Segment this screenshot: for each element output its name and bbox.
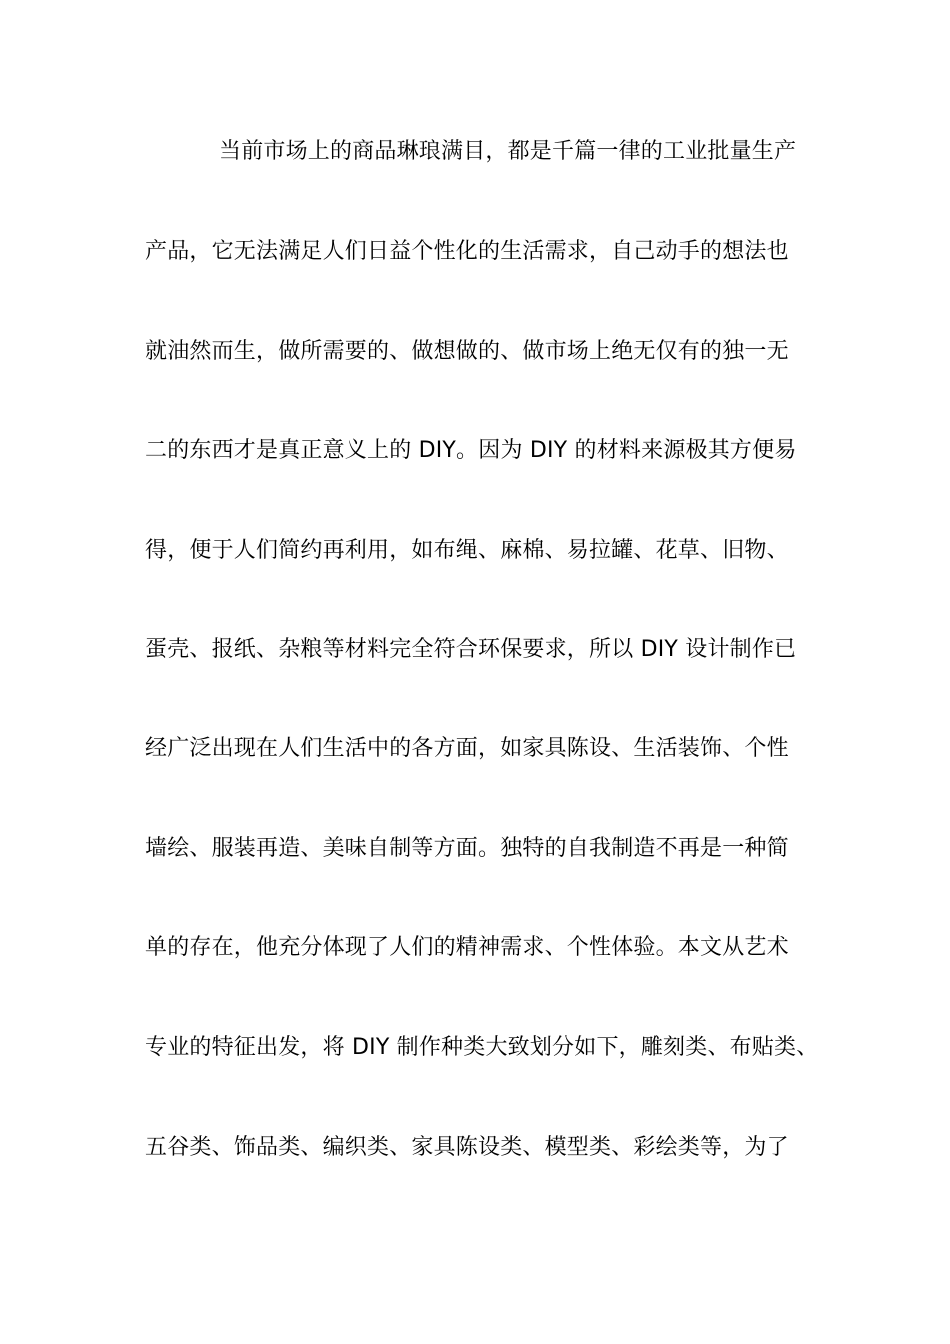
paragraph-line-11: 五谷类、饰品类、编织类、家具陈设类、模型类、彩绘类等，为了 <box>145 1135 789 1160</box>
paragraph-line-2: 产品，它无法满足人们日益个性化的生活需求，自己动手的想法也 <box>145 239 789 264</box>
paragraph-line-4: 二的东西才是真正意义上的 DIY。因为 DIY 的材料来源极其方便易 <box>145 438 797 463</box>
paragraph-line-5: 得，便于人们简约再利用，如布绳、麻棉、易拉罐、花草、旧物、 <box>145 538 789 563</box>
paragraph-line-7: 经广泛出现在人们生活中的各方面，如家具陈设、生活装饰、个性 <box>145 736 789 761</box>
paragraph-line-3: 就油然而生，做所需要的、做想做的、做市场上绝无仅有的独一无 <box>145 339 789 364</box>
paragraph-line-1: 当前市场上的商品琳琅满目，都是千篇一律的工业批量生产 <box>219 139 797 164</box>
paragraph-line-10: 专业的特征出发，将 DIY 制作种类大致划分如下，雕刻类、布贴类、 <box>145 1035 819 1060</box>
paragraph-line-9: 单的存在，他充分体现了人们的精神需求、个性体验。本文从艺术 <box>145 935 789 960</box>
paragraph-line-6: 蛋壳、报纸、杂粮等材料完全符合环保要求，所以 DIY 设计制作已 <box>145 637 797 662</box>
paragraph-line-8: 墙绘、服装再造、美味自制等方面。独特的自我制造不再是一种简 <box>145 836 789 861</box>
